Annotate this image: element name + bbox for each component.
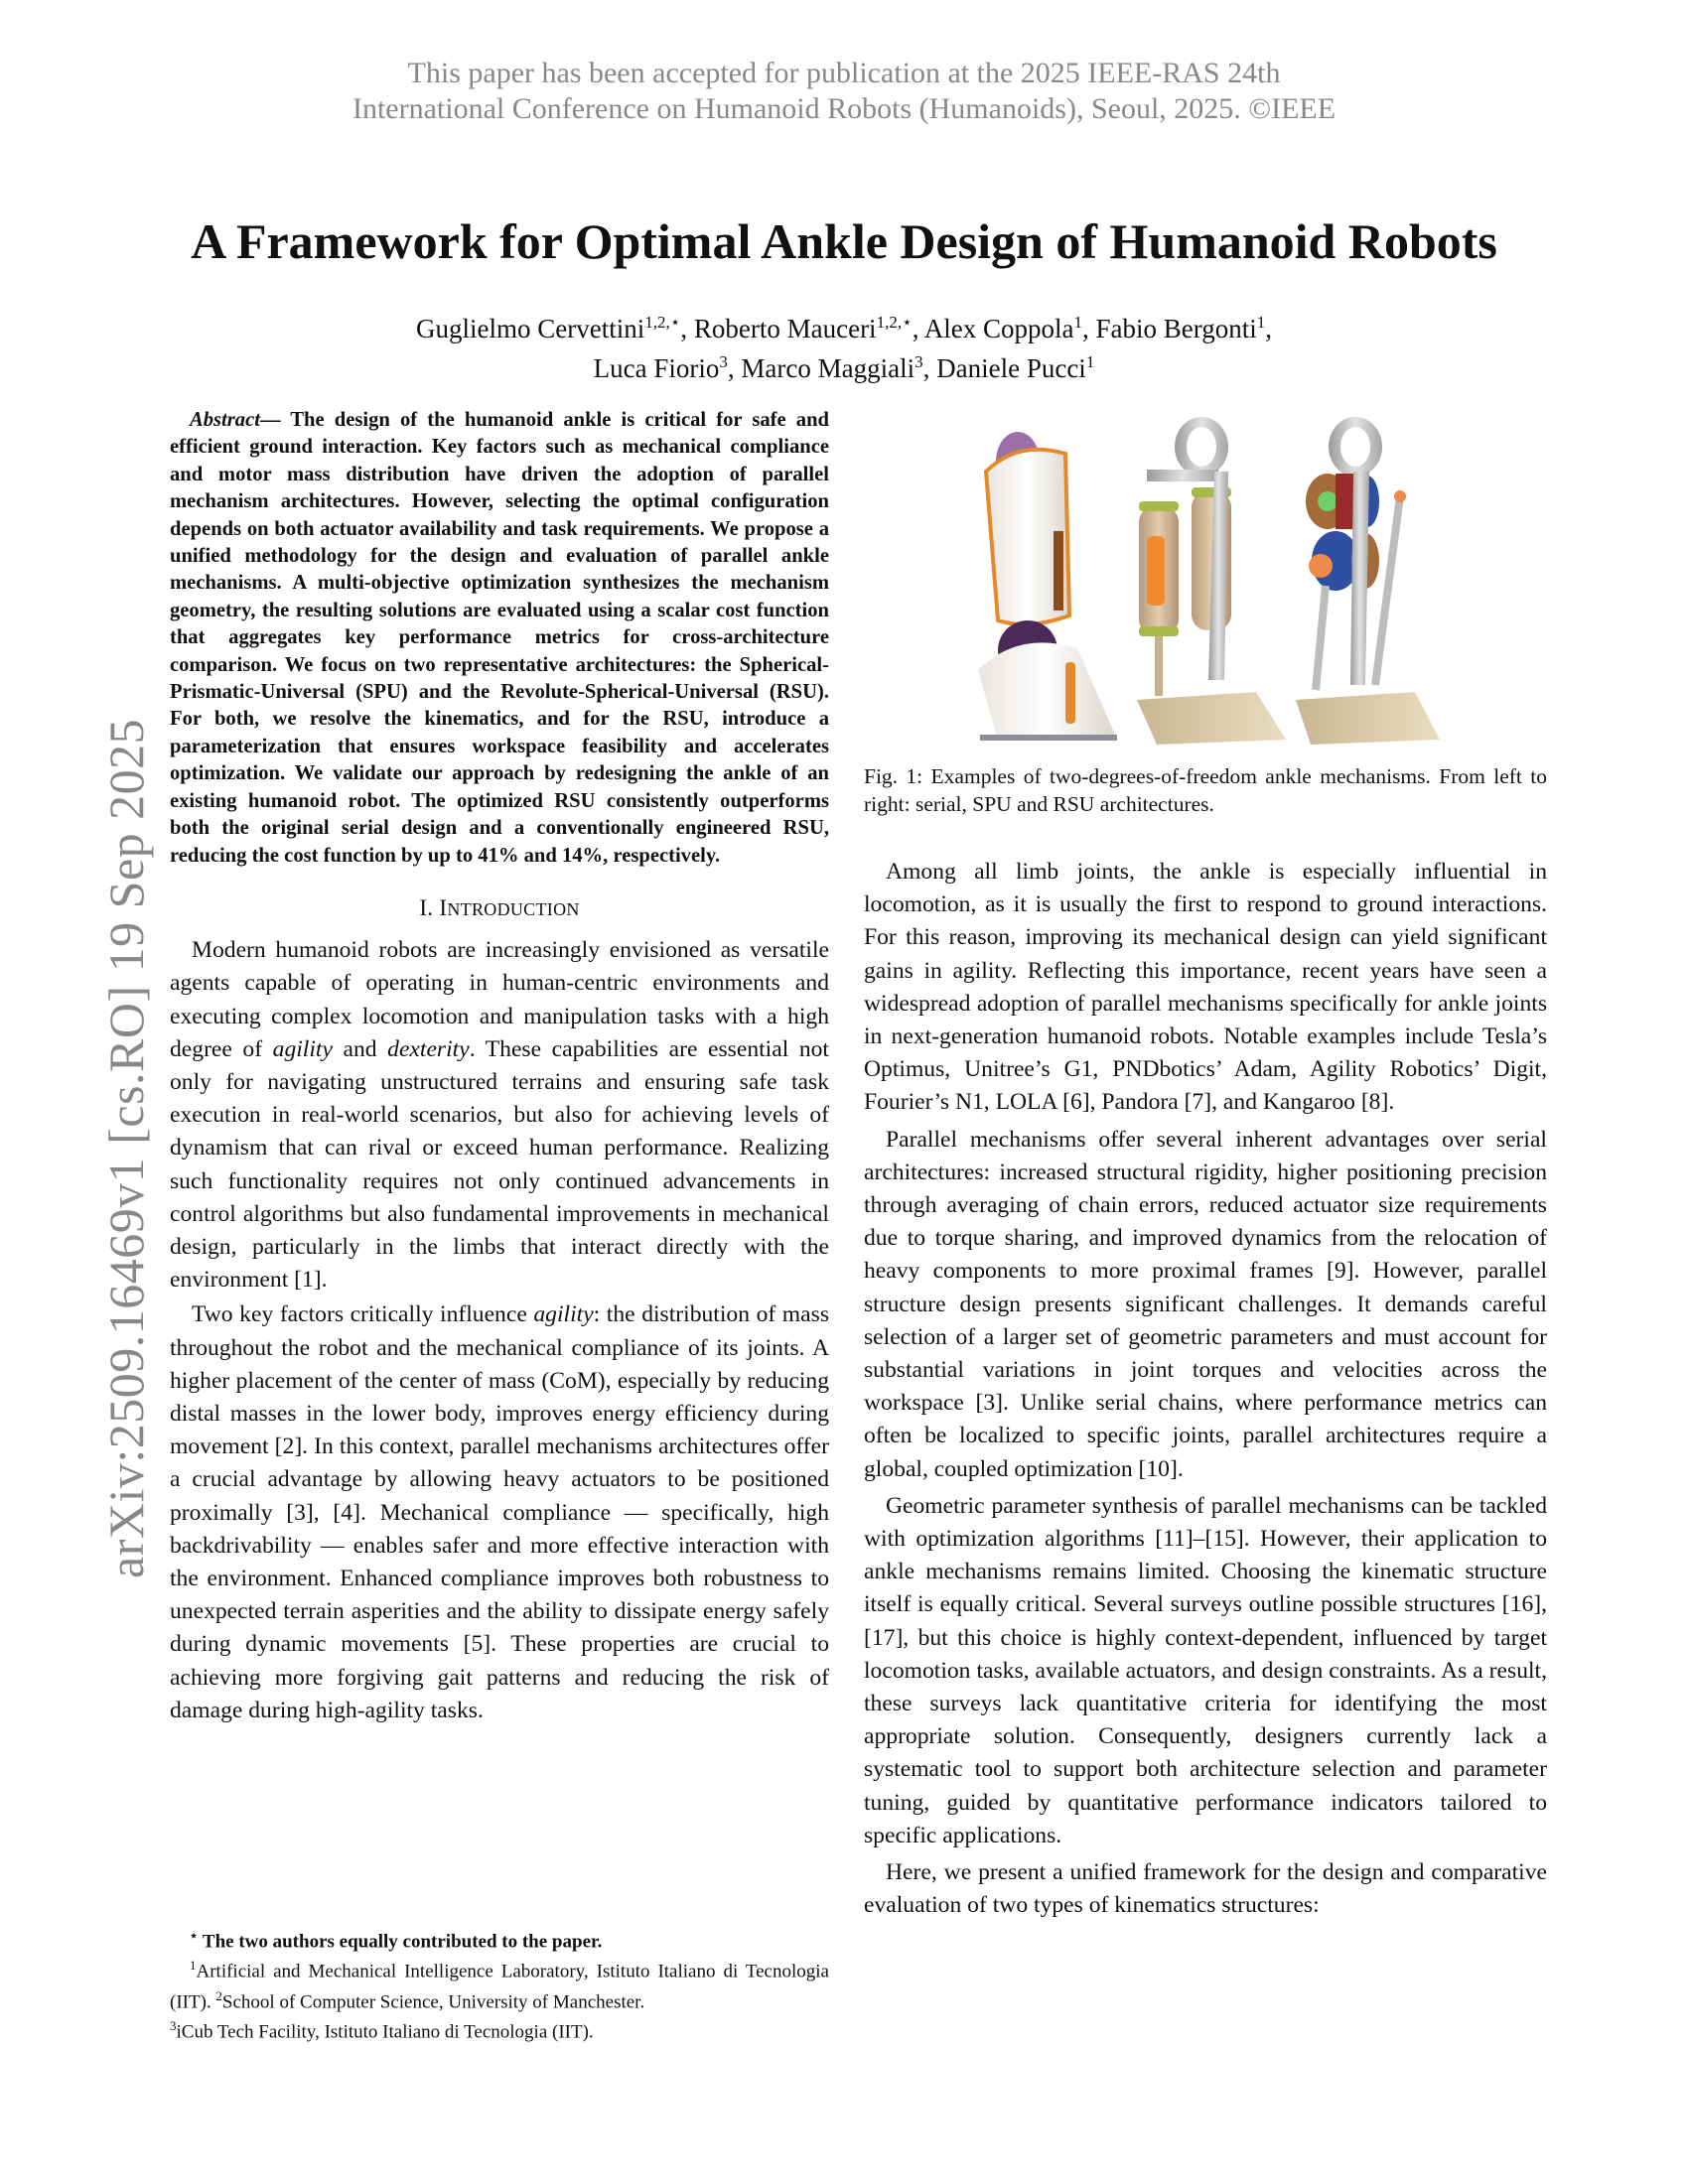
author-affiliation: 1,2,⋆ <box>644 313 681 332</box>
right-column <box>864 856 1547 1925</box>
author-affiliation: 1 <box>1073 313 1082 332</box>
footnote-equal-contribution: ⋆ The two authors equally contributed to the paper. <box>190 1928 603 1953</box>
intro-paragraph-4: Parallel mechanisms offer several inherent advantages over serial architectures: increased structural rigidity, higher positioning precision through averaging of chain errors, reduced actuator size requirements due to torque sharing, and improved dynamics from the relocation of heavy components to more proximal frames [9]. However, parallel structure design presents significant challenges. It demands careful selection of a larger set of geometric parameters and must account for substantial variations in joint torques and velocities across the workspace [3]. Unlike serial chains, where performance metrics can often be localized to specific joints, parallel architectures require a global, coupled optimization [10]. <box>864 1126 1547 1482</box>
author-name: Roberto Mauceri <box>693 314 877 343</box>
author-name: Guglielmo Cervettini <box>416 314 645 343</box>
footnotes <box>170 1924 829 2044</box>
intro-paragraph-6: Here, we present a unified framework for the design and comparative evaluation of two types of kinematics structures: <box>864 1859 1547 1919</box>
abstract-lead: Abstract <box>190 409 260 431</box>
author-list: Guglielmo Cervettini$^{1,2,⋆}$, Roberto Mauceri$^{1,2,⋆}$, Alex Coppola$^1$, Fabio Bergonti$^1$, Luca Fiorio$^3$, Marco Maggiali$^3$, Daniele Pucci$^1$ <box>416 313 1272 383</box>
abstract <box>170 407 829 870</box>
ankle-mechanisms-illustration <box>958 402 1445 745</box>
intro-paragraph-1: Modern humanoid robots are increasingly envisioned as versatile agents capable of operating in human-centric environments and executing complex locomotion and manipulation tasks with a high degree of agility and dexterity. These capabilities are essential not only for navigating unstructured terrains and ensuring safe task execution in real-world scenarios, but also for achieving levels of dynamism that can rival or exceed human performance. Realizing such functionality requires not only continued advancements in control algorithms but also fundamental improvements in mechanical design, particularly in the limbs that interact directly with the environment [1]. <box>170 937 829 1294</box>
abstract-text: — The design of the humanoid ankle is critical for safe and efficient ground interaction. Key factors such as mechanical compliance and motor mass distribution have driven the adoption of parallel mechanism architectures. However, selecting the optimal configuration depends on both actuator availability and task requirements. We propose a unified methodology for the design and evaluation of parallel ankle mechanisms. A multi-objective optimization synthesizes the mechanism geometry, the resulting solutions are evaluated using a scalar cost function that aggregates key performance metrics for cross-architecture comparison. We focus on two representative architectures: the Spherical-Prismatic-Universal (SPU) and the Revolute-Spherical-Universal (RSU). For both, we resolve the kinematics, and for the RSU, introduce a parameterization that ensures workspace feasibility and accelerates optimization. We validate our approach by redesigning the ankle of an existing humanoid robot. The optimized RSU consistently outperforms both the original serial design and a conventionally engineered RSU, reducing the cost function by up to 41% and 14%, respectively. <box>170 409 829 867</box>
author-affiliation: 1 <box>1256 313 1266 332</box>
left-column <box>170 407 829 1729</box>
author-affiliation: 3 <box>914 352 923 371</box>
author-name: Fabio Bergonti <box>1095 314 1257 343</box>
author-name: Marco Maggiali <box>741 353 915 383</box>
intro-paragraph-3: Among all limb joints, the ankle is especially influential in locomotion, as it is usually the first to respond to ground interactions. For this reason, improving its mechanical design can yield significant gains in agility. Reflecting this importance, recent years have seen a widespread adoption of parallel mechanisms specifically for ankle joints in next-generation humanoid robots. Notable examples include Tesla’s Optimus, Unitree’s G1, PNDbotics’ Adam, Agility Robotics’ Digit, Fourier’s N1, LOLA [6], Pandora [7], and Kangaroo [8]. <box>864 859 1547 1116</box>
paper-title: A Framework for Optimal Ankle Design of Humanoid Robots <box>191 213 1497 269</box>
figure-1-caption: Fig. 1: Examples of two-degrees-of-freedom ankle mechanisms. From left to right: serial, SPU and RSU architectures. <box>864 764 1547 816</box>
intro-paragraph-2: Two key factors critically influence agility: the distribution of mass throughout the robot and the mechanical compliance of its joints. A higher placement of the center of mass (CoM), especially by reducing distal masses in the lower body, improves energy efficiency during movement [2]. In this context, parallel mechanisms architectures offer a crucial advantage by allowing heavy actuators to be positioned proximally [3], [4]. Mechanical compliance — specifically, high backdrivability — enables safer and more effective interaction with the environment. Enhanced compliance improves both robustness to unexpected terrain asperities and the ability to dissipate energy safely during dynamic movements [5]. These properties are crucial to achieving more forgiving gait patterns and reducing the risk of damage during high-agility tasks. <box>170 1301 829 1723</box>
intro-paragraph-5: Geometric parameter synthesis of parallel mechanisms can be tackled with optimization algorithms [11]–[15]. However, their application to ankle mechanisms remains limited. Choosing the kinematic structure itself is equally critical. Several surveys outline possible structures [16], [17], but this choice is highly context-dependent, influenced by target locomotion tasks, available actuators, and design constraints. As a result, these surveys lack quantitative criteria for identifying the most appropriate solution. Consequently, designers currently lack a systematic tool to support both architecture selection and parameter tuning, guided by quantitative performance indicators tailored to specific applications. <box>864 1492 1547 1848</box>
author-affiliation: 1 <box>1085 352 1095 371</box>
author-affiliation: 1,2,⋆ <box>876 313 913 332</box>
author-name: Luca Fiorio <box>593 353 720 383</box>
serial-ankle-render <box>978 432 1117 741</box>
publication-banner <box>0 56 1688 127</box>
figure-1-ankle-mechanisms <box>958 402 1445 745</box>
author-name: Alex Coppola <box>923 314 1074 343</box>
section-heading-introduction: I. INTRODUCTION <box>419 894 580 920</box>
footnote-affiliations: $^1$Artificial and Mechanical Intelligence Laboratory, Istituto Italiano di Tecnologia (IIT). $^2$School of Computer Science, University of Manchester. <box>170 1958 829 2012</box>
author-affiliation: 3 <box>719 352 728 371</box>
banner-line-1: This paper has been accepted for publication at the 2025 IEEE-RAS 24th <box>407 57 1281 89</box>
author-name: Daniele Pucci <box>936 353 1086 383</box>
rsu-ankle-render <box>1296 417 1440 745</box>
banner-line-2: International Conference on Humanoid Robots (Humanoids), Seoul, 2025. ©IEEE <box>352 92 1336 125</box>
footnote-affiliation-3: $^3$iCub Tech Facility, Istituto Italiano di Tecnologia (IIT). <box>170 2017 594 2043</box>
spu-ankle-render <box>1137 417 1286 745</box>
arxiv-stamp: arXiv:2509.16469v1 [cs.RO] 19 Sep 2025 <box>98 718 154 1578</box>
